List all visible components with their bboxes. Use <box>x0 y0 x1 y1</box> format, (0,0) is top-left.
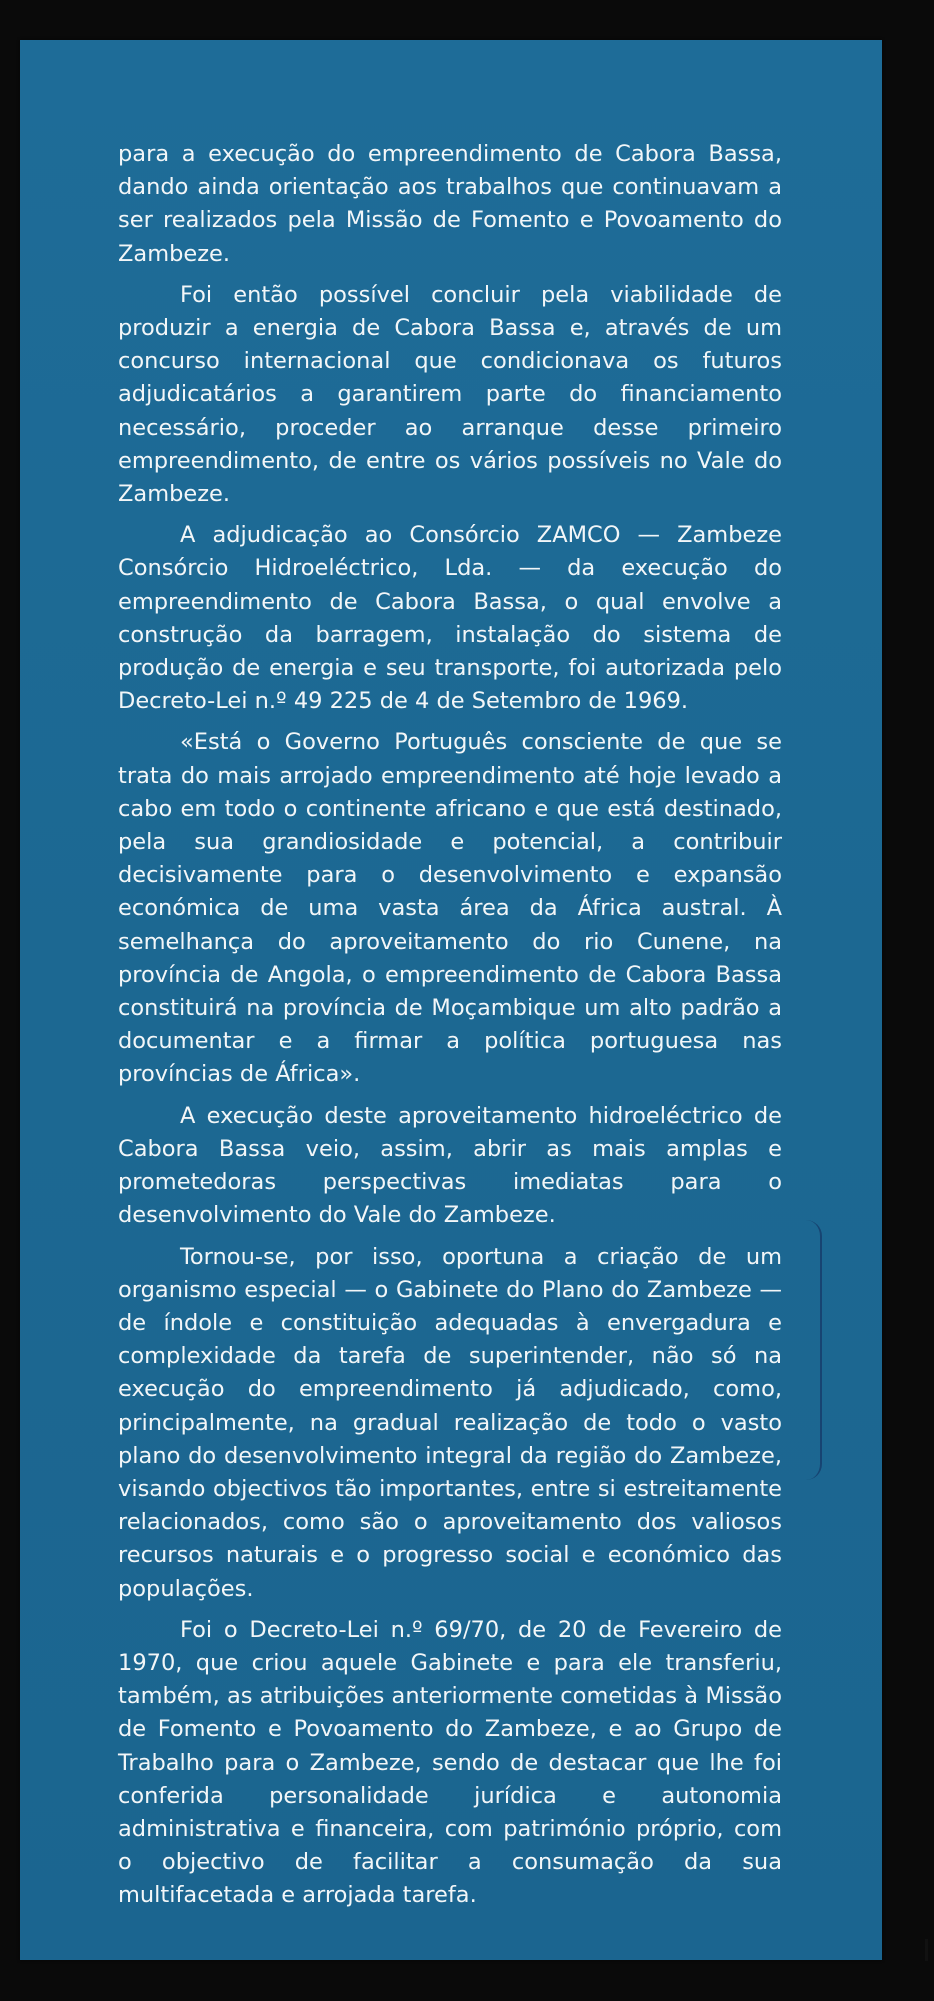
edge-mark <box>925 1939 928 1961</box>
pencil-bracket-mark <box>806 1220 822 1480</box>
document-page <box>20 40 882 1960</box>
paragraph-4: «Está o Governo Português consciente de que se trata do mais arrojado empreendimento até hoje levado a cabo em todo o continente africano e que está destinado, pela sua grandiosidade e potencial, a contribuir decisivamente para o desenvolvimento e expansão económica de uma vasta área da África austral. À semelhança do aproveitamento do rio Cunene, na província de Angola, o empreendimento de Cabora Bassa constituirá na província de Moçambique um alto padrão a documentar e a firmar a política portuguesa nas províncias de África». <box>118 729 782 1088</box>
paragraph-7: Foi o Decreto-Lei n.º 69/70, de 20 de Fevereiro de 1970, que criou aquele Gabinete e para ele transferiu, também, as atribuições anteriormente cometidas à Missão de Fomento e Povoamento do Zambeze, e ao Grupo de Trabalho para o Zambeze, sendo de destacar que lhe foi conferida personalidade jurídica e autonomia administrativa e financeira, com património próprio, com o objectivo de facilitar a consumação da sua multifacetada e arrojada tarefa. <box>118 1616 782 1909</box>
body-text <box>118 138 782 1921</box>
paragraph-5: A execução deste aproveitamento hidroeléctrico de Cabora Bassa veio, assim, abrir as mais amplas e prometedoras perspectivas imediatas para o desenvolvimento do Vale do Zambeze. <box>118 1102 782 1229</box>
paragraph-2: Foi então possível concluir pela viabilidade de produzir a energia de Cabora Bassa e, através de um concurso internacional que condicionava os futuros adjudicatários a garantirem parte do financiamento necessário, proceder ao arranque desse primeiro empreendimento, de entre os vários possíveis no Vale do Zambeze. <box>118 281 782 508</box>
paragraph-6: Tornou-se, por isso, oportuna a criação de um organismo especial — o Gabinete do Plano do Zambeze — de índole e constituição adequadas à envergadura e complexidade da tarefa de superintender, não só na execução do empreendimento já adjudicado, como, principalmente, na gradual realização de todo o vasto plano do desenvolvimento integral da região do Zambeze, visando objectivos tão importantes, entre si estreitamente relacionados, como são o aproveitamento dos valiosos recursos naturais e o progresso social e económico das populações. <box>118 1243 782 1602</box>
paragraph-3: A adjudicação ao Consórcio ZAMCO — Zambeze Consórcio Hidroeléctrico, Lda. — da execução do empreendimento de Cabora Bassa, o qual envolve a construção da barragem, instalação do sistema de produção de energia e seu transporte, foi autorizada pelo Decreto-Lei n.º 49 225 de 4 de Setembro de 1969. <box>118 522 782 715</box>
paragraph-1: para a execução do empreendimento de Cabora Bassa, dando ainda orientação aos trabalhos que continuavam a ser realizados pela Missão de Fomento e Povoamento do Zambeze. <box>118 141 782 267</box>
